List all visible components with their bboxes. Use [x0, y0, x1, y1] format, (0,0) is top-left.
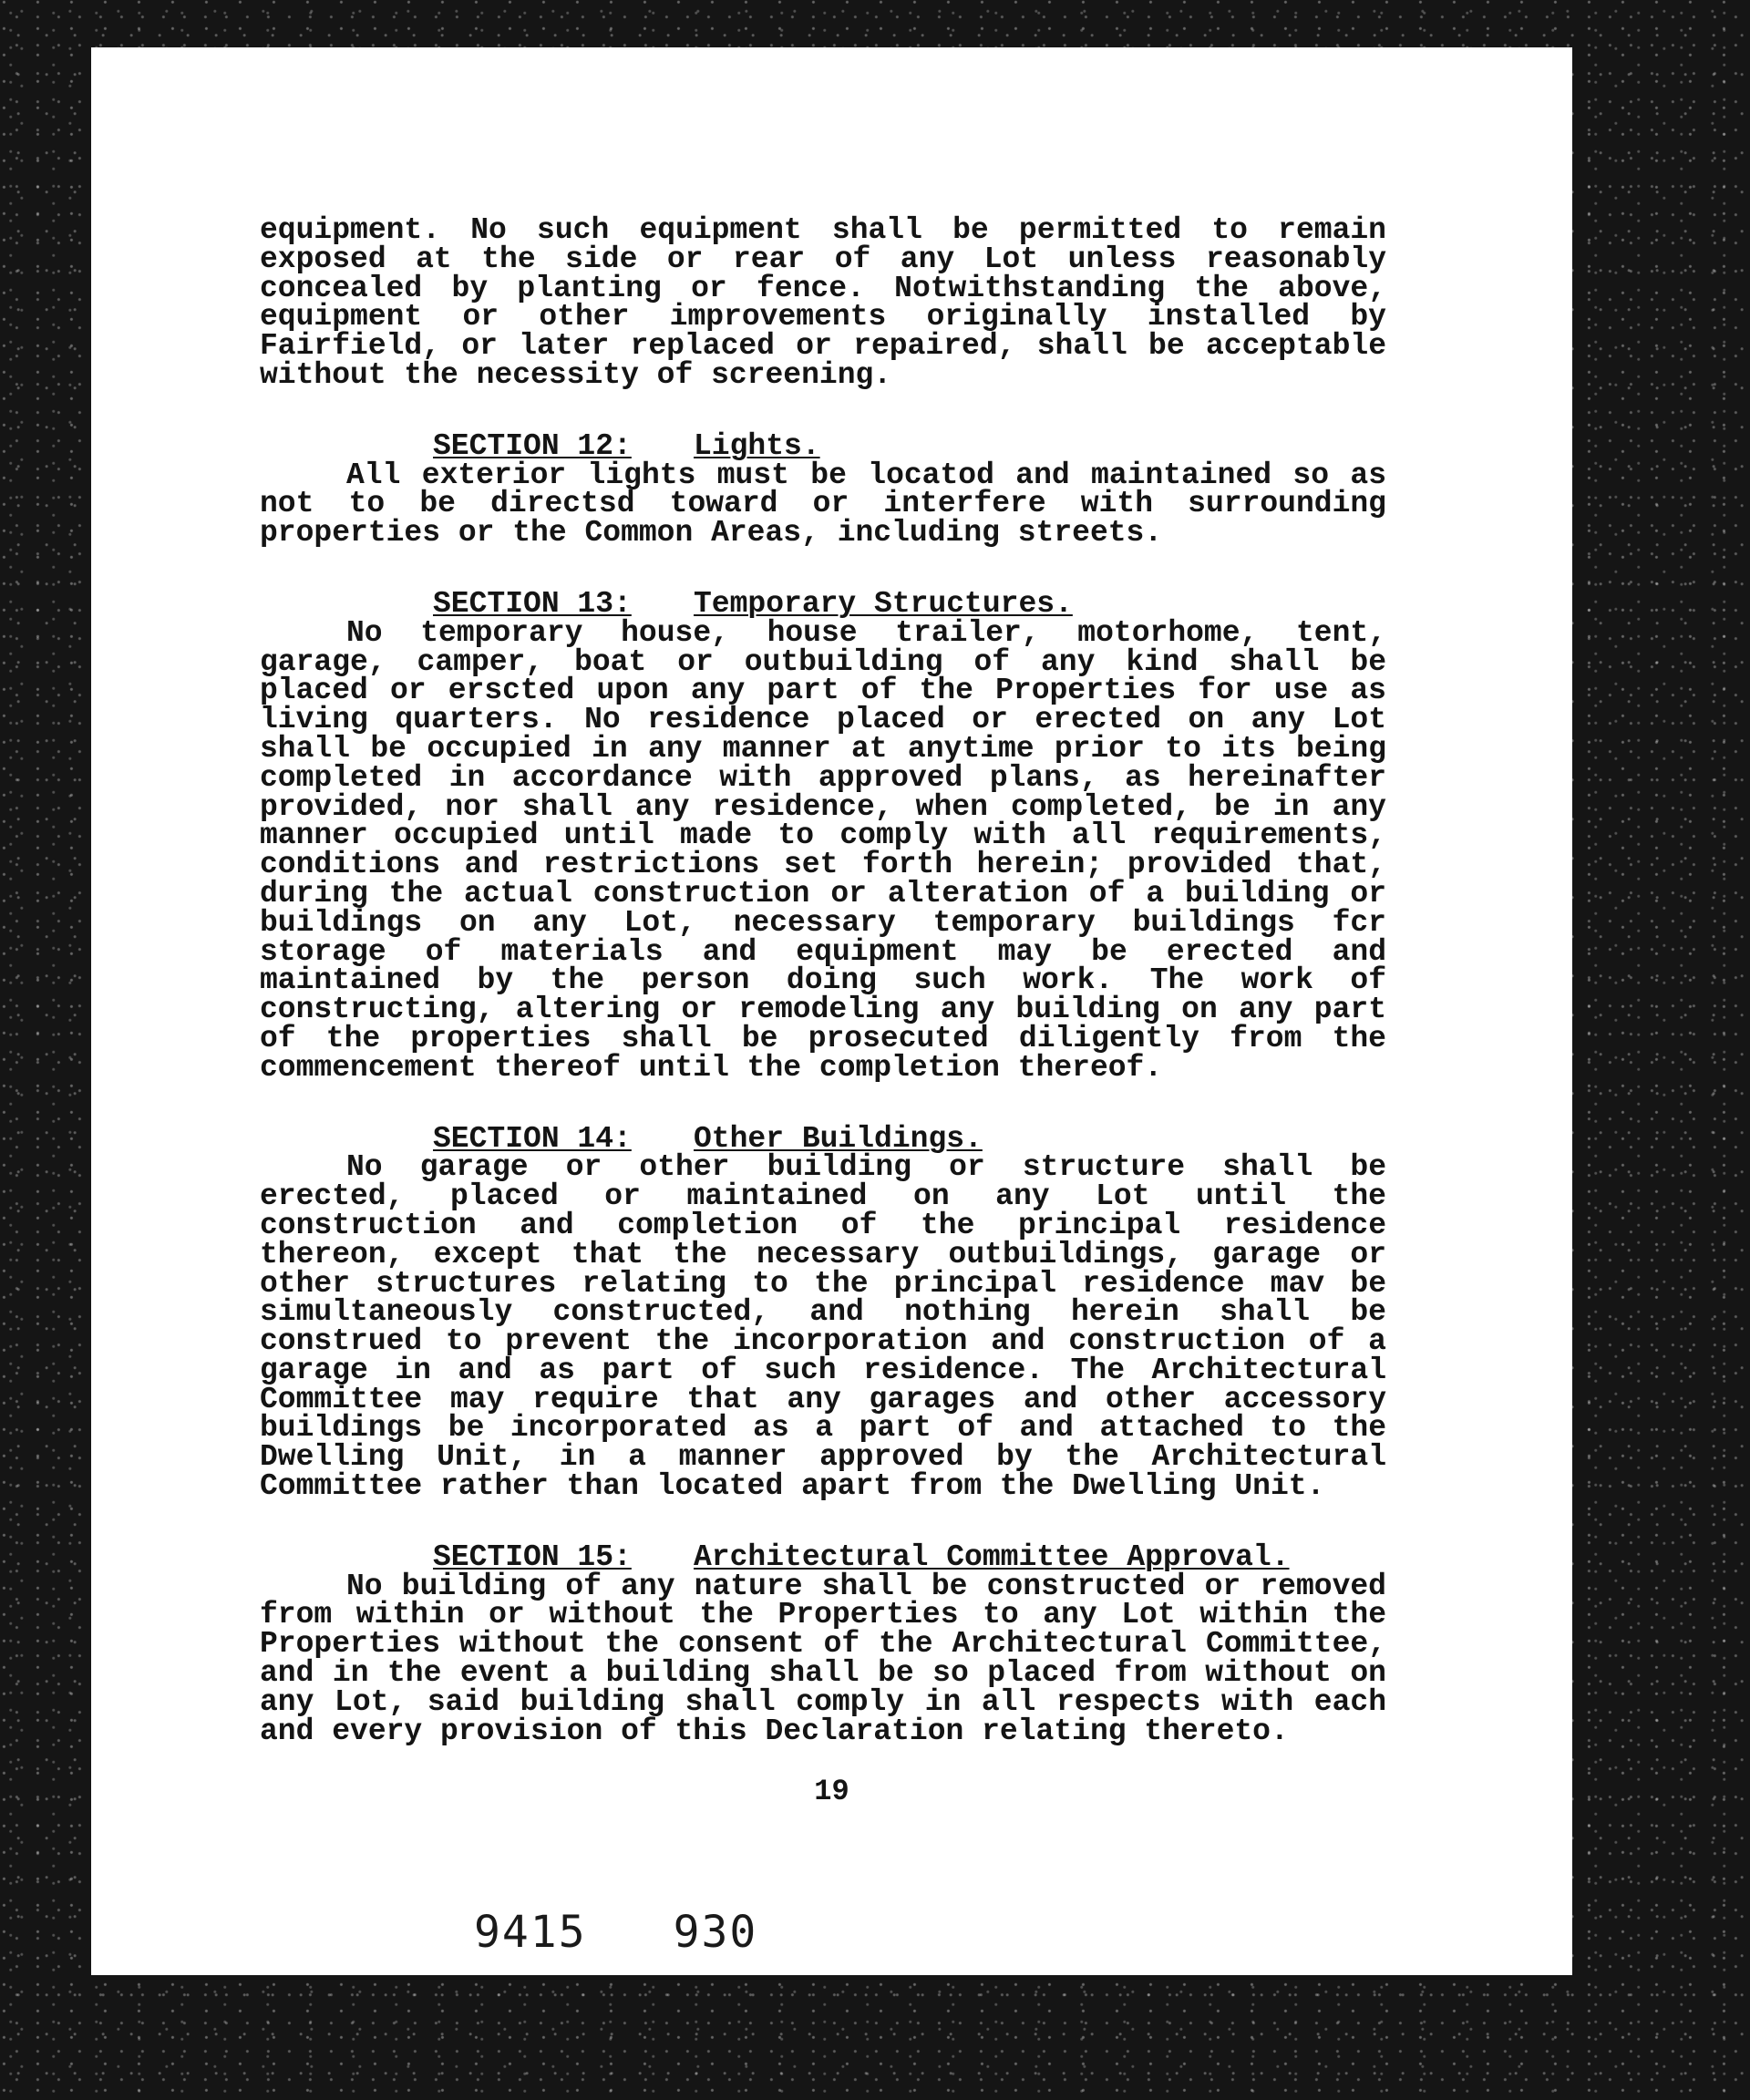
section-12-body: All exterior lights must be locatod and maintained so as not to be directsd toward or interfere with surrounding properties or the Common Areas, including streets.	[260, 458, 1386, 551]
section-13-title: Temporary Structures.	[694, 586, 1073, 621]
section-15-title: Architectural Committee Approval.	[694, 1539, 1290, 1574]
section-13-heading	[260, 586, 1386, 621]
section-12-title: Lights.	[694, 428, 820, 463]
section-12-label: SECTION 12:	[433, 428, 632, 463]
section-13-body: No temporary house, house trailer, motorhome, tent, garage, camper, boat or outbuilding of any kind shall be placed or erscted upon any part of the Properties for use as living quarters. No residence placed or erected on any Lot shall be occupied in any manner at anytime prior to its being completed in accordance with approved plans, as hereinafter provided, nor shall any residence, when completed, be in any manner occupied until made to comply with all requirements, conditions and restrictions set forth herein; provided that, during the actual construction or alteration of a building or buildings on any Lot, necessary temporary buildings fcr storage of materials and equipment may be erected and maintained by the person doing such work. The work of constructing, altering or remodeling any building on any part of the properties shall be prosecuted diligently from the commencement thereof until the completion thereof.	[260, 615, 1386, 1085]
document-stamp	[474, 1907, 757, 1958]
section-14-title: Other Buildings.	[694, 1121, 983, 1156]
document-page	[91, 47, 1572, 1975]
stamp-right-number: 930	[673, 1907, 758, 1958]
intro-paragraph: equipment. No such equipment shall be permitted to remain exposed at the side or rear of any Lot unless reasonably concealed by planting or fence. Notwithstanding the above, equipment or other improvements originally installed by Fairfield, or later replaced or repaired, shall be acceptable without the necessity of screening.	[260, 213, 1386, 392]
section-12-heading	[260, 428, 1386, 463]
page-number: 19	[814, 1775, 849, 1808]
section-15-heading	[260, 1539, 1386, 1574]
stamp-left-number: 9415	[474, 1907, 587, 1958]
section-14-heading	[260, 1121, 1386, 1156]
section-15-body: No building of any nature shall be constructed or removed from within or without the Properties to any Lot within the Properties without the consent of the Architectural Committee, and in the event a building shall be so placed from without on any Lot, said building shall comply in all respects with each and every provision of this Declaration relating thereto.	[260, 1569, 1386, 1748]
section-15-label: SECTION 15:	[433, 1539, 632, 1574]
section-14-label: SECTION 14:	[433, 1121, 632, 1156]
section-14-body: No garage or other building or structure shall be erected, placed or maintained on any Lot until the construction and completion of the principal residence thereon, except that the necessary outbuildings, garage or other structures relating to the principal residence mav be simultaneously constructed, and nothing herein shall be construed to prevent the incorporation and construction of a garage in and as part of such residence. The Architectural Committee may require that any garages and other accessory buildings be incorporated as a part of and attached to the Dwelling Unit, in a manner approved by the Architectural Committee rather than located apart from the Dwelling Unit.	[260, 1150, 1386, 1504]
section-13-label: SECTION 13:	[433, 586, 632, 621]
document-body	[260, 213, 1386, 1748]
